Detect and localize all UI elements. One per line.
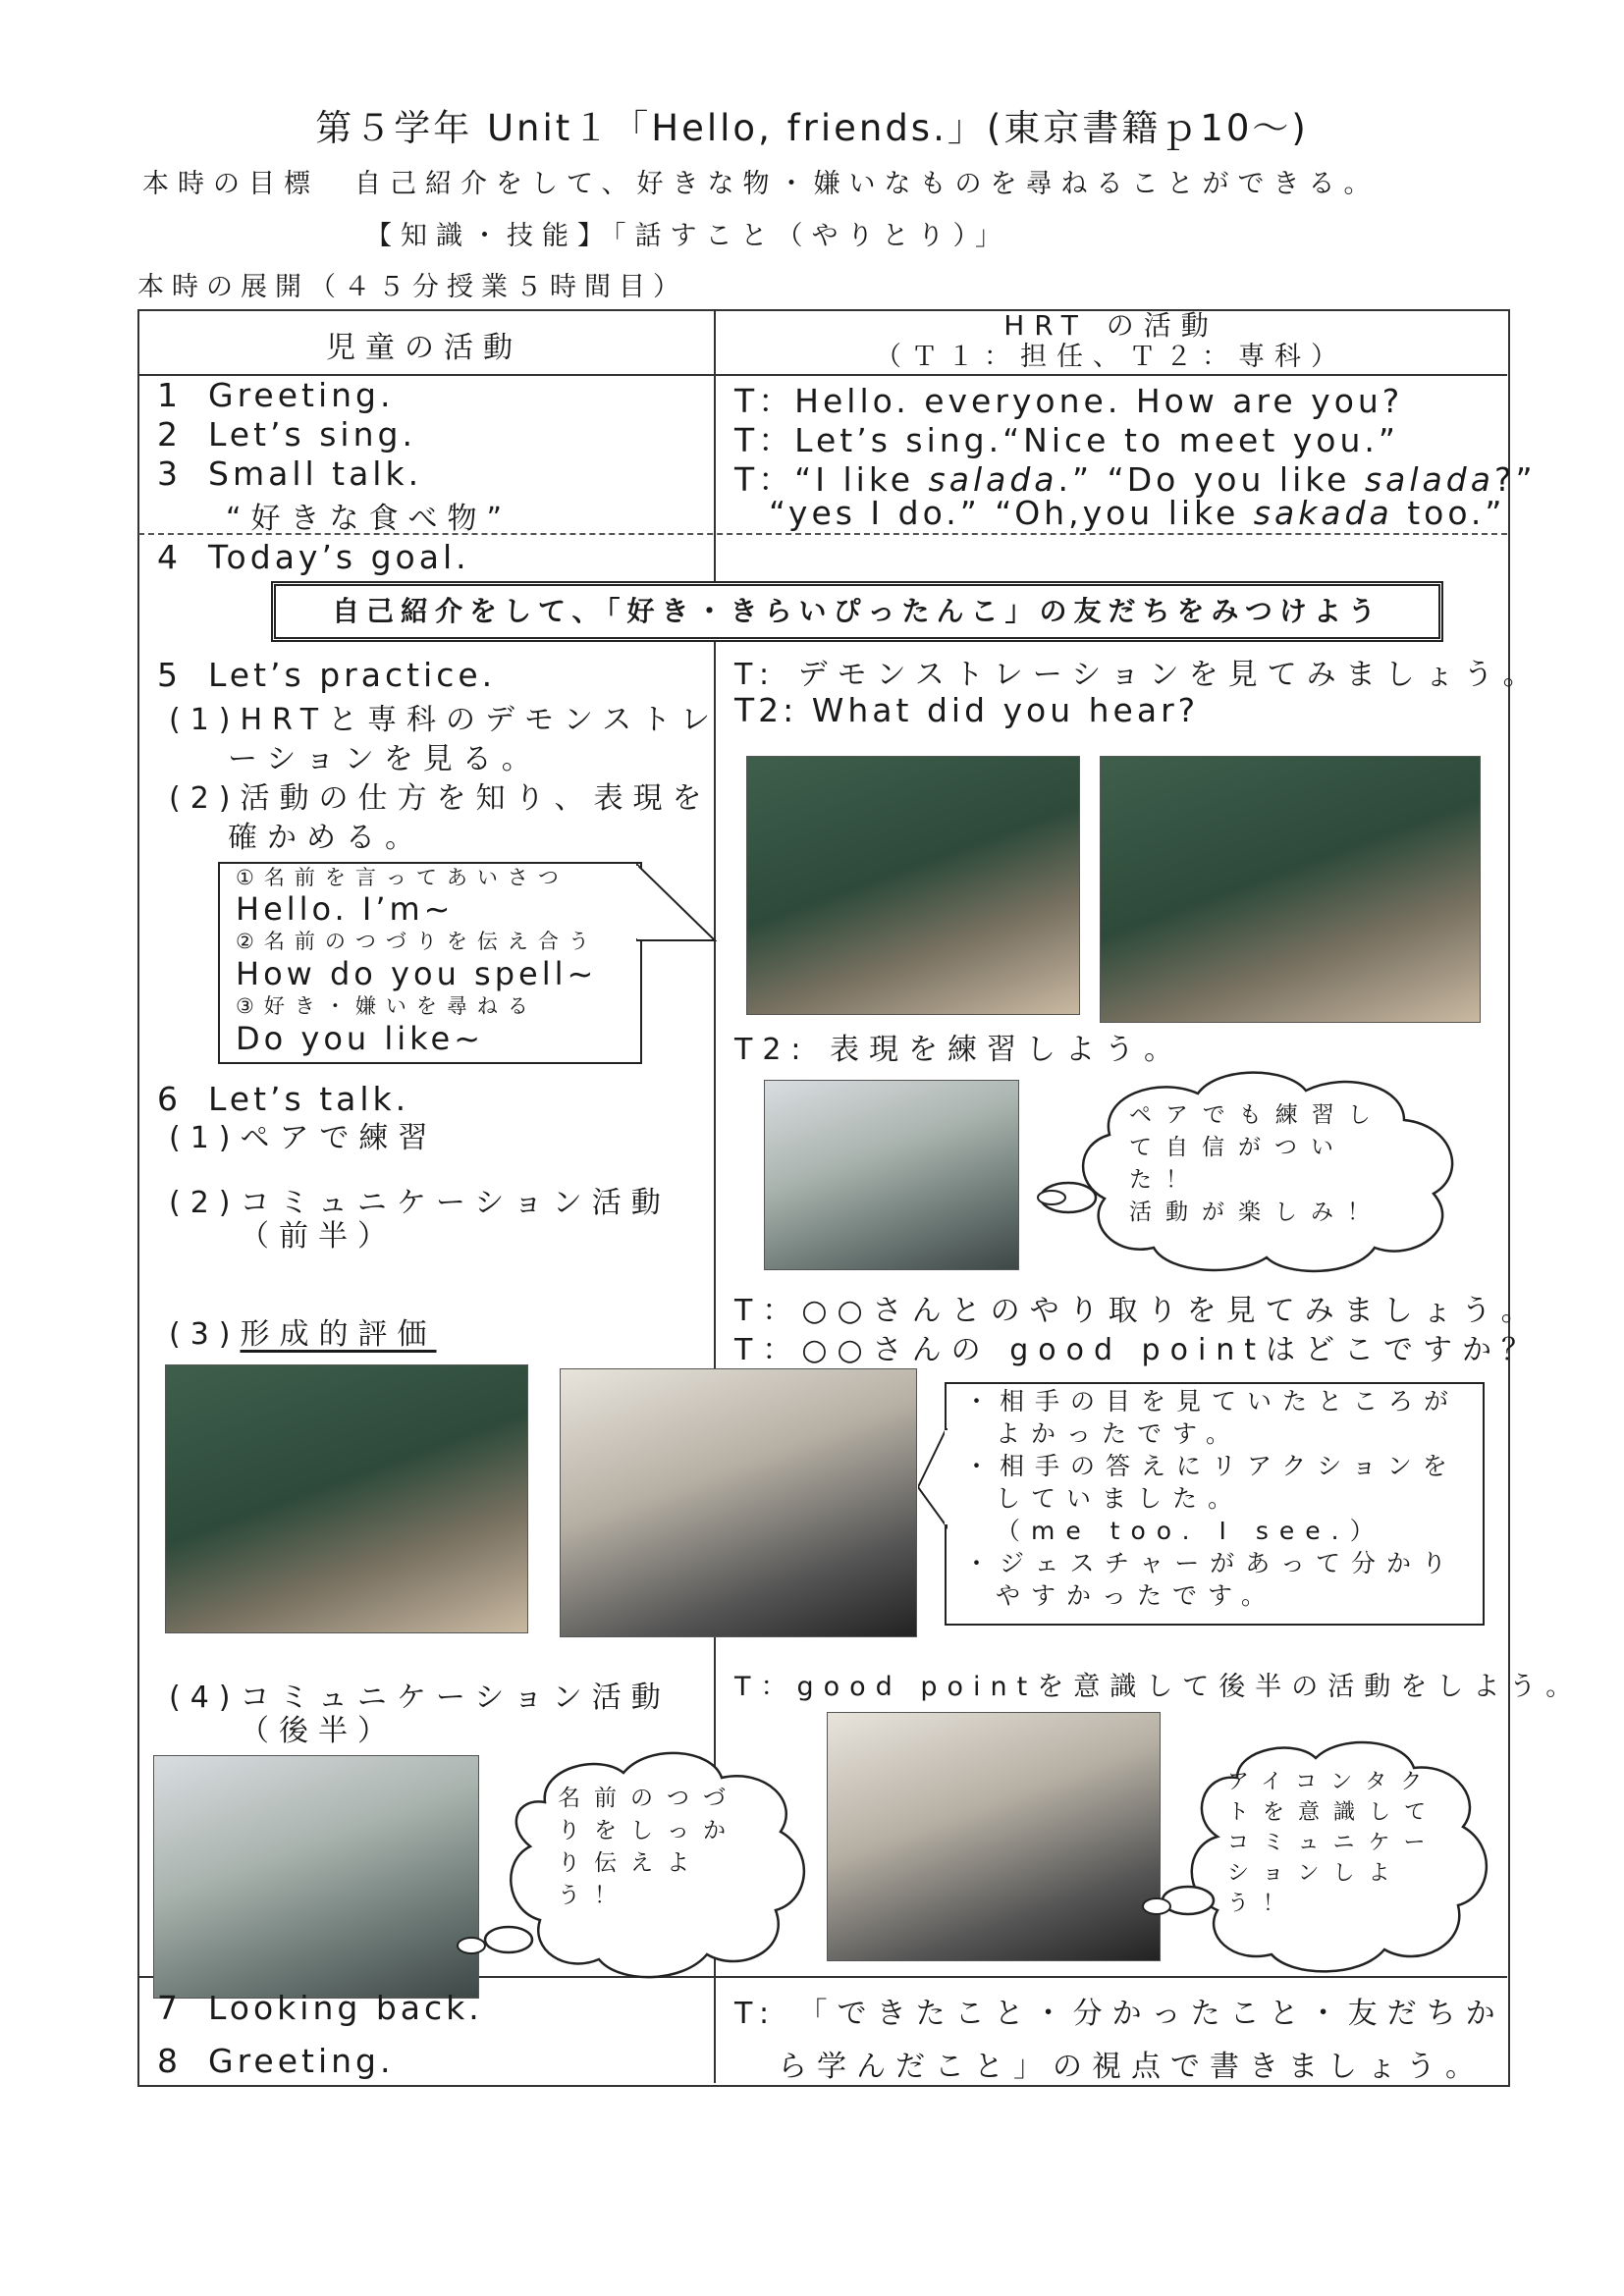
step-6-2: (2)コミュニケーション活動: [169, 1186, 671, 1220]
bubble-spelling-text: 名前のつづ りをしっか り伝えよ う！: [558, 1786, 739, 1908]
expression-list: [236, 864, 599, 1056]
expression-box-pointer: [636, 862, 725, 950]
photo-second-half-2: [827, 1712, 1161, 1961]
photo-evaluation-board: [165, 1364, 528, 1633]
step-6-1: (1)ペアで練習: [169, 1121, 438, 1155]
photo-demonstration-2: [1100, 756, 1481, 1023]
bubble-pair-text: ペアでも練習し て自信がつい た！ 活動が楽しみ！: [1129, 1102, 1384, 1225]
step-2: 2 Let’s sing.: [157, 415, 416, 454]
step-6-4: (4)コミュニケーション活動: [169, 1681, 671, 1715]
teacher-line-watch-exchange: T：○○さんとのやり取りを見てみましょう。: [734, 1294, 1541, 1328]
teacher-line-small-talk: T：“I like salada.” “Do you like salada?”: [734, 460, 1537, 499]
step-5-2: (2)活動の仕方を知り、表現を: [169, 781, 712, 816]
col-header-child: 児童の活動: [326, 331, 522, 365]
teacher-line-second-half: T：good pointを意識して後半の活動をしよう。: [734, 1672, 1583, 1702]
step-6-3: (3)形成的評価: [169, 1317, 437, 1352]
todays-goal-box: 自己紹介をして、「好き・きらいぴったんこ」の友だちをみつけよう: [271, 581, 1443, 642]
expression-1-en: Hello. I’m~: [236, 890, 455, 928]
teacher-line-reflection-cont: ら学んだこと」の視点で書きましょう。: [778, 2050, 1485, 2084]
expression-3-jp: ③好き・嫌いを尋ねる: [236, 994, 538, 1018]
lesson-goal: [142, 162, 1379, 200]
step-5: 5 Let’s practice.: [157, 656, 497, 694]
photo-pair-practice: [764, 1080, 1019, 1270]
step-1: 1 Greeting.: [157, 376, 395, 414]
bubble-eye-contact-text: アイコンタク トを意識して コミュニケー ションしよ う！: [1227, 1770, 1440, 1916]
teacher-line-small-talk-2: “yes I do.” “Oh,you like sakada too.”: [769, 494, 1506, 532]
teacher-line-reflection: T: 「できたこと・分かったこと・友だちか: [734, 1997, 1505, 2031]
development-heading: 本時の展開（４５分授業５時間目）: [137, 272, 687, 302]
step-6-4-cont: （後半）: [240, 1714, 397, 1748]
col-header-hrt: [716, 310, 1506, 373]
step-8: 8 Greeting.: [157, 2042, 395, 2080]
step-5-1-cont: ーションを見る。: [228, 742, 541, 776]
teacher-line-sing: T：Let’s sing.“Nice to meet you.”: [734, 421, 1399, 459]
step-6: 6 Let’s talk.: [157, 1080, 410, 1118]
evaluation-comments: ・相手の目を見ていたところが よかったです。 ・相手の答えにリアクションを していました。 （me too. I see.） ・ジェスチャーがあって分かり やすかったです。: [964, 1387, 1460, 1610]
teacher-line-hear: T2: What did you hear?: [734, 691, 1200, 729]
expression-2-en: How do you spell~: [236, 955, 598, 992]
photo-class-raising-hands: [560, 1368, 917, 1637]
step-5-1: (1)HRTと専科のデモンストレ: [169, 703, 721, 737]
teacher-line-demo: T: デモンストレーションを見てみましょう。: [734, 658, 1543, 692]
skill-criteria: 【知識・技能】「話すこと（やりとり）」: [365, 221, 1010, 251]
step-7: 7 Looking back.: [157, 1989, 483, 2027]
photo-demonstration-1: [746, 756, 1080, 1015]
expression-3-en: Do you like~: [236, 1020, 485, 1057]
expression-2-jp: ②名前のつづりを伝え合う: [236, 930, 599, 953]
goal-text: 自己紹介をして、好きな物・嫌いなものを尋ねることができる。: [354, 169, 1380, 199]
expression-1-jp: ①名前を言ってあいさつ: [236, 866, 568, 889]
step-3: 3 Small talk.: [157, 454, 423, 493]
col-header-hrt-line1: HRT の活動: [1003, 309, 1218, 342]
col-header-hrt-line2: （Ｔ１：担任、Ｔ２：専科）: [875, 342, 1347, 372]
step-6-2-cont: （前半）: [240, 1219, 397, 1254]
teacher-line-practice: T2: 表現を練習しよう。: [734, 1033, 1184, 1067]
page-title: 第５学年 Unit１「Hello, friends.」(東京書籍ｐ10～): [315, 107, 1309, 149]
evaluation-box-pointer: [918, 1428, 947, 1536]
step-4: 4 Today’s goal.: [157, 538, 470, 576]
goal-label: 本時の目標: [142, 169, 319, 199]
photo-second-half-1: [153, 1755, 479, 1999]
teacher-line-greeting: T：Hello. everyone. How are you?: [734, 382, 1404, 420]
teacher-line-good-point: T：○○さんの good pointはどこですか？: [734, 1333, 1542, 1367]
step-3-topic: “好きな食べ物”: [226, 502, 513, 536]
step-5-2-cont: 確かめる。: [228, 821, 424, 855]
